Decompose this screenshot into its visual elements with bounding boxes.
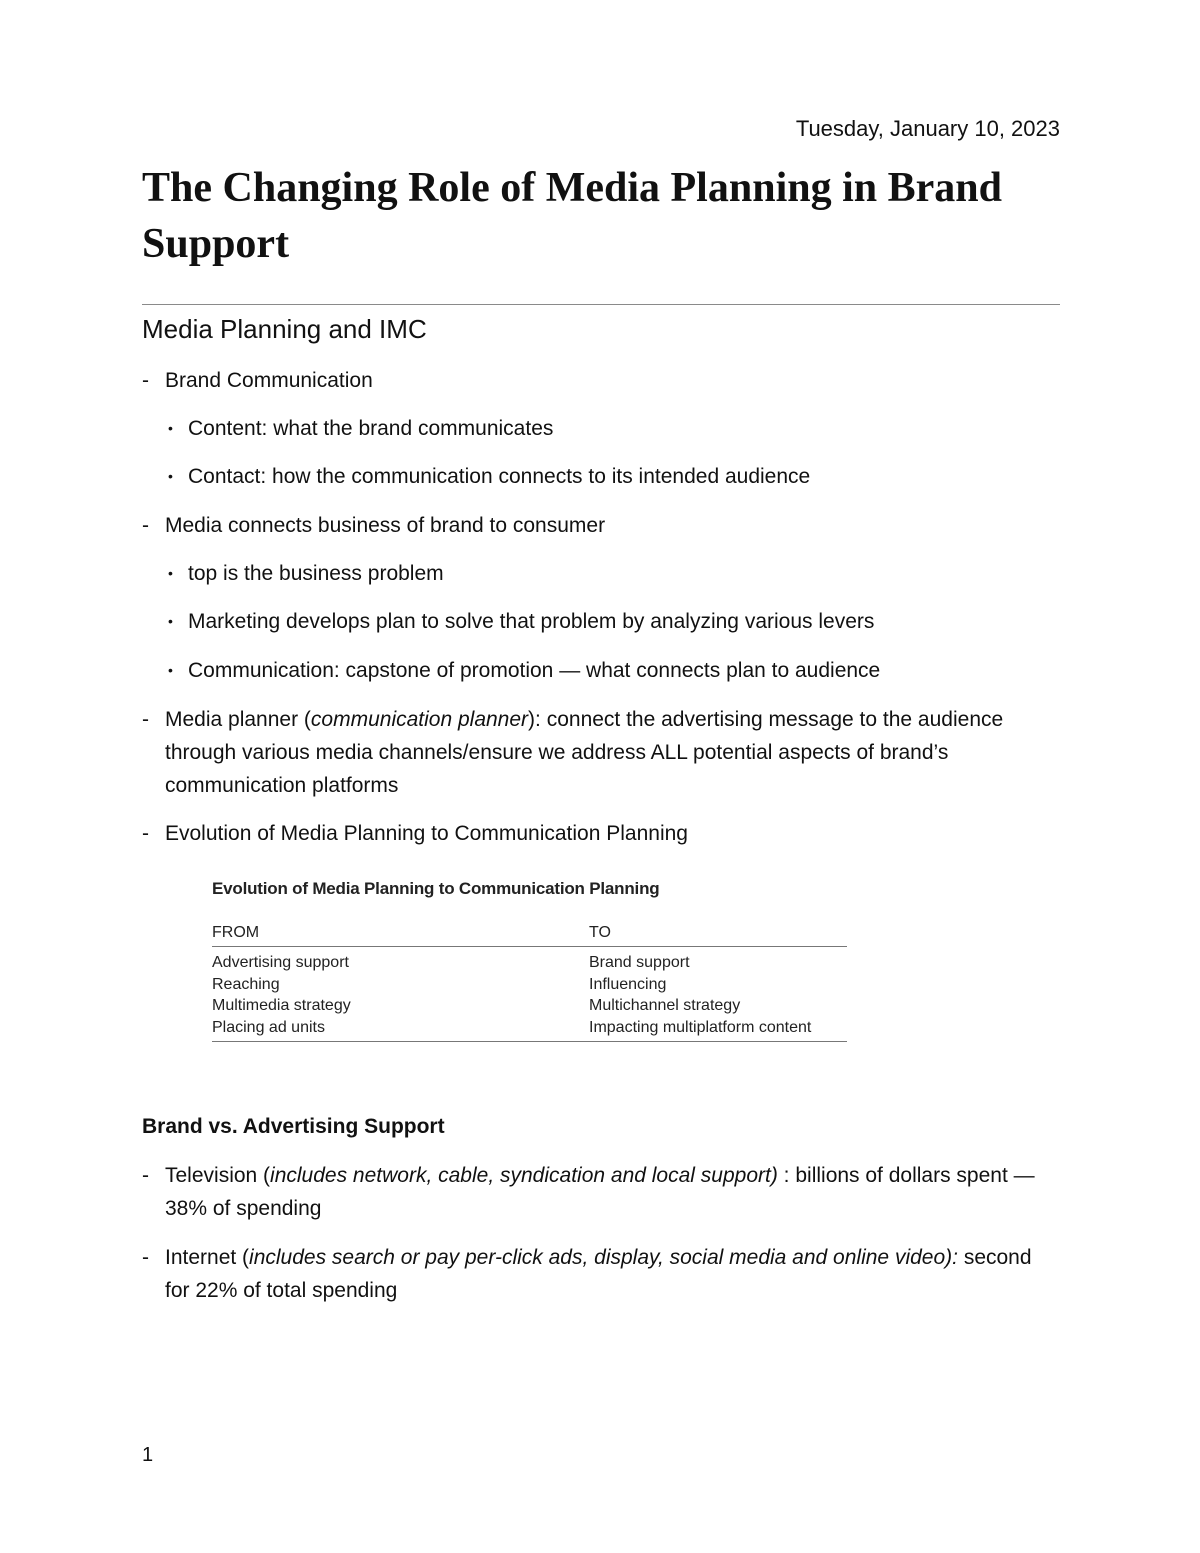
- sub-item-communication-capstone: Communication: capstone of promotion — what connects plan to audience: [188, 659, 881, 682]
- sub-item-content: Content: what the brand communicates: [188, 417, 554, 440]
- document-title: The Changing Role of Media Planning in Brand Support: [142, 165, 1002, 267]
- title-divider: [142, 304, 1060, 305]
- media-planner-italic: communication planner: [310, 708, 529, 731]
- table-cell-to: Multichannel strategy: [589, 997, 741, 1014]
- television-italic: includes network, cable, syndication and local support): [270, 1164, 778, 1187]
- list-item-television: [165, 1159, 1060, 1225]
- bullet-marker: •: [168, 613, 173, 629]
- list-item-internet: [165, 1241, 1060, 1307]
- media-planner-suffix: ): connect the advertising message to the audience through various media channels/ensure we address ALL potential aspects of brand’s communication platforms: [165, 708, 1004, 797]
- dash-marker: -: [142, 514, 149, 537]
- bullet-marker: •: [168, 565, 173, 581]
- list-item-evolution: Evolution of Media Planning to Communication Planning: [165, 822, 688, 845]
- figure-title: Evolution of Media Planning to Communication Planning: [212, 879, 660, 898]
- sub-item-contact: Contact: how the communication connects to its intended audience: [188, 465, 811, 488]
- dash-marker: -: [142, 369, 149, 392]
- section-heading-brand-vs-advertising: Brand vs. Advertising Support: [142, 1115, 445, 1138]
- television-prefix: Television (: [165, 1164, 271, 1187]
- table-cell-to: Impacting multiplatform content: [589, 1018, 812, 1036]
- table-header-from: FROM: [212, 924, 260, 941]
- bullet-marker: •: [168, 420, 173, 436]
- internet-suffix: second for 22% of total spending: [165, 1246, 1032, 1302]
- table-cell-from: Multimedia strategy: [212, 997, 351, 1014]
- dash-marker: -: [142, 822, 149, 845]
- table-cell-to: Brand support: [589, 954, 690, 971]
- internet-prefix: Internet (: [165, 1246, 250, 1269]
- list-item-brand-communication: Brand Communication: [165, 369, 373, 392]
- table-header-rule: [212, 946, 847, 947]
- internet-italic: includes search or pay per-click ads, display, social media and online video):: [249, 1246, 958, 1269]
- television-suffix: : billions of dollars spent — 38% of spending: [165, 1164, 1035, 1220]
- document-date: Tuesday, January 10, 2023: [795, 116, 1060, 141]
- table-header-to: TO: [589, 924, 611, 941]
- dash-marker: -: [142, 708, 149, 731]
- sub-item-business-problem: top is the business problem: [188, 562, 444, 585]
- table-cell-from: Reaching: [212, 975, 280, 993]
- section-heading-media-planning: Media Planning and IMC: [142, 314, 427, 344]
- media-planner-prefix: Media planner (: [165, 708, 311, 731]
- page-number: 1: [142, 1444, 154, 1466]
- table-cell-from: Placing ad units: [212, 1018, 325, 1036]
- list-item-media-planner: [165, 703, 1060, 802]
- list-item-media-connects: Media connects business of brand to consumer: [165, 514, 606, 537]
- dash-marker: -: [142, 1246, 149, 1269]
- table-bottom-rule: [212, 1041, 847, 1042]
- table-cell-to: Influencing: [589, 975, 667, 993]
- bullet-marker: •: [168, 662, 173, 678]
- dash-marker: -: [142, 1164, 149, 1187]
- sub-item-marketing-plan: Marketing develops plan to solve that problem by analyzing various levers: [188, 610, 875, 633]
- table-cell-from: Advertising support: [212, 954, 349, 971]
- bullet-marker: •: [168, 468, 173, 484]
